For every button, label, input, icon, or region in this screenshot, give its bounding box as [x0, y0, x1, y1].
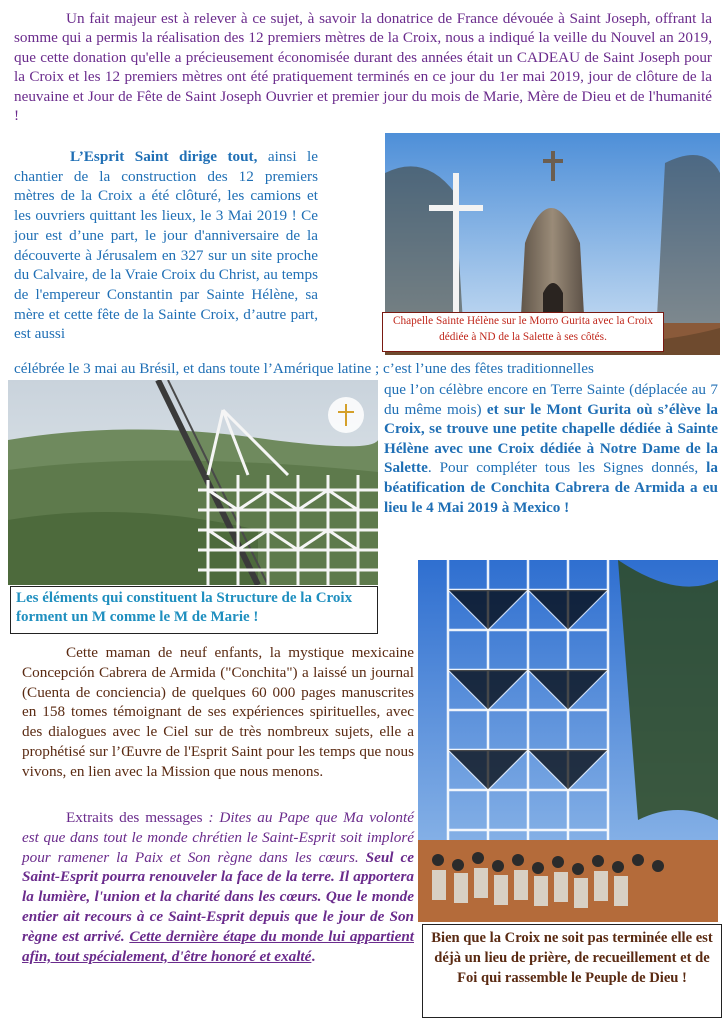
esprit-continuation — [384, 380, 718, 517]
crowd-caption: Bien que la Croix ne soit pas terminée elle est déjà un lieu de prière, de recueillement et de Foi qui rassemble le Peuple de Dieu ! — [431, 930, 713, 986]
intro-paragraph — [14, 9, 712, 125]
structure-caption: Les éléments qui constituent la Structure de la Croix forment un M comme le M de Marie ! — [16, 590, 353, 625]
crowd-illustration — [418, 560, 718, 922]
extraits-end: . — [311, 947, 316, 965]
esprit-tail — [14, 359, 714, 378]
intro-text: Un fait majeur est à relever à ce sujet, à savoir la donatrice de France dévouée à Saint Joseph, offrant la somme qui a permis la réalisation des 12 premiers mètres de la Croix, nous a indiqué la veille du Nouvel an 2019, que cette donation qu'elle a précieusement économisée durant des années était un CADEAU de Saint Joseph pour la Croix et les 12 premiers mètres ont été pratiquement terminés en ce jour du 1er mai 2019, jour de clôture de la neuvaine et Jour de Fête de Saint Joseph Ouvrier et premier jour du mois de Marie, Mère de Dieu et de l'humanité ! — [14, 10, 712, 125]
esprit-cont2: . Pour compléter tous les Signes donnés, — [427, 459, 707, 477]
chapel-caption: Chapelle Sainte Hélène sur le Morro Gurita avec la Croix dédiée à ND de la Salette à ses côtés. — [392, 315, 654, 343]
extraits-paragraph — [22, 808, 414, 966]
extraits-underline: Cette dernière étape du monde lui appartient afin, tout spécialement, d'être honoré et exalté — [22, 927, 414, 965]
crowd-photo — [418, 560, 718, 922]
esprit-cont-bold1: et sur le Mont Gurita où s’élève la Croix, se trouve une petite chapelle dédiée à Sainte Hélène avec une Croix dédiée à Notre Dame de la Salette — [384, 400, 719, 477]
extraits-lead: Extraits des messages — [66, 809, 203, 826]
esprit-cont1: que l’on célèbre encore en Terre Sainte (déplacée au 7 du même mois) — [384, 381, 718, 418]
conchita-paragraph — [22, 643, 414, 782]
esprit-body: ainsi le chantier de la construction des 12 premiers mètres de la Croix a été clôturé, les camions et les ouvriers quittant les lieux, le 3 Mai 2019 ! Ce jour est d’une part, le jour d'anniversaire de la découverte à Jérusalem en 327 sur un site proche du Calvaire, de la Vraie Croix du Christ, au temps de l'empereur Constantin par Sainte Hélène, sa mère et cette fête de la Sainte Croix, d’autre part, est aussi — [14, 148, 318, 343]
esprit-tail-text: célébrée le 3 mai au Brésil, et dans toute l’Amérique latine ; c’est l’une des fêtes traditionnelles — [14, 360, 594, 377]
esprit-cont-bold2: la béatification de Conchita Cabrera de Armida a eu lieu le 4 Mai 2019 à Mexico ! — [384, 459, 718, 516]
crowd-caption-box — [422, 924, 722, 1018]
conchita-text: Cette maman de neuf enfants, la mystique mexicaine Concepción Cabrera de Armida ("Conchita") a laissé un journal (Cuenta de conciencia) de quelques 60 000 pages manuscrites en 158 tomes témoignant de ses expériences spirituelles, avec des dialogues avec le Ciel sur de très nombreux sujets, elle a prophétisé sur l’Œuvre de l'Esprit Saint pour les temps que nous vivons, en lien avec la Mission que nous menons. — [22, 644, 414, 780]
extraits-bold: Seul ce Saint-Esprit pourra renouveler la face de la terre. Il apportera la lumière, l'union et la charité dans les cœurs. Que le monde entier ait recours à ce Saint-Esprit depuis que le jour de Son règne est arrivé. — [22, 848, 414, 945]
chapel-caption-box — [382, 312, 664, 352]
extraits-italic: : Dites au Pape que Ma volonté est que dans tout le monde chrétien le Saint-Esprit soit imploré pour ramener la Paix et Son règne dans les cœurs. — [22, 809, 414, 866]
structure-illustration — [8, 380, 378, 585]
crane-photo — [8, 380, 378, 585]
structure-caption-box — [10, 586, 378, 634]
esprit-paragraph — [14, 147, 318, 344]
esprit-lead: L’Esprit Saint dirige tout, — [70, 148, 258, 165]
